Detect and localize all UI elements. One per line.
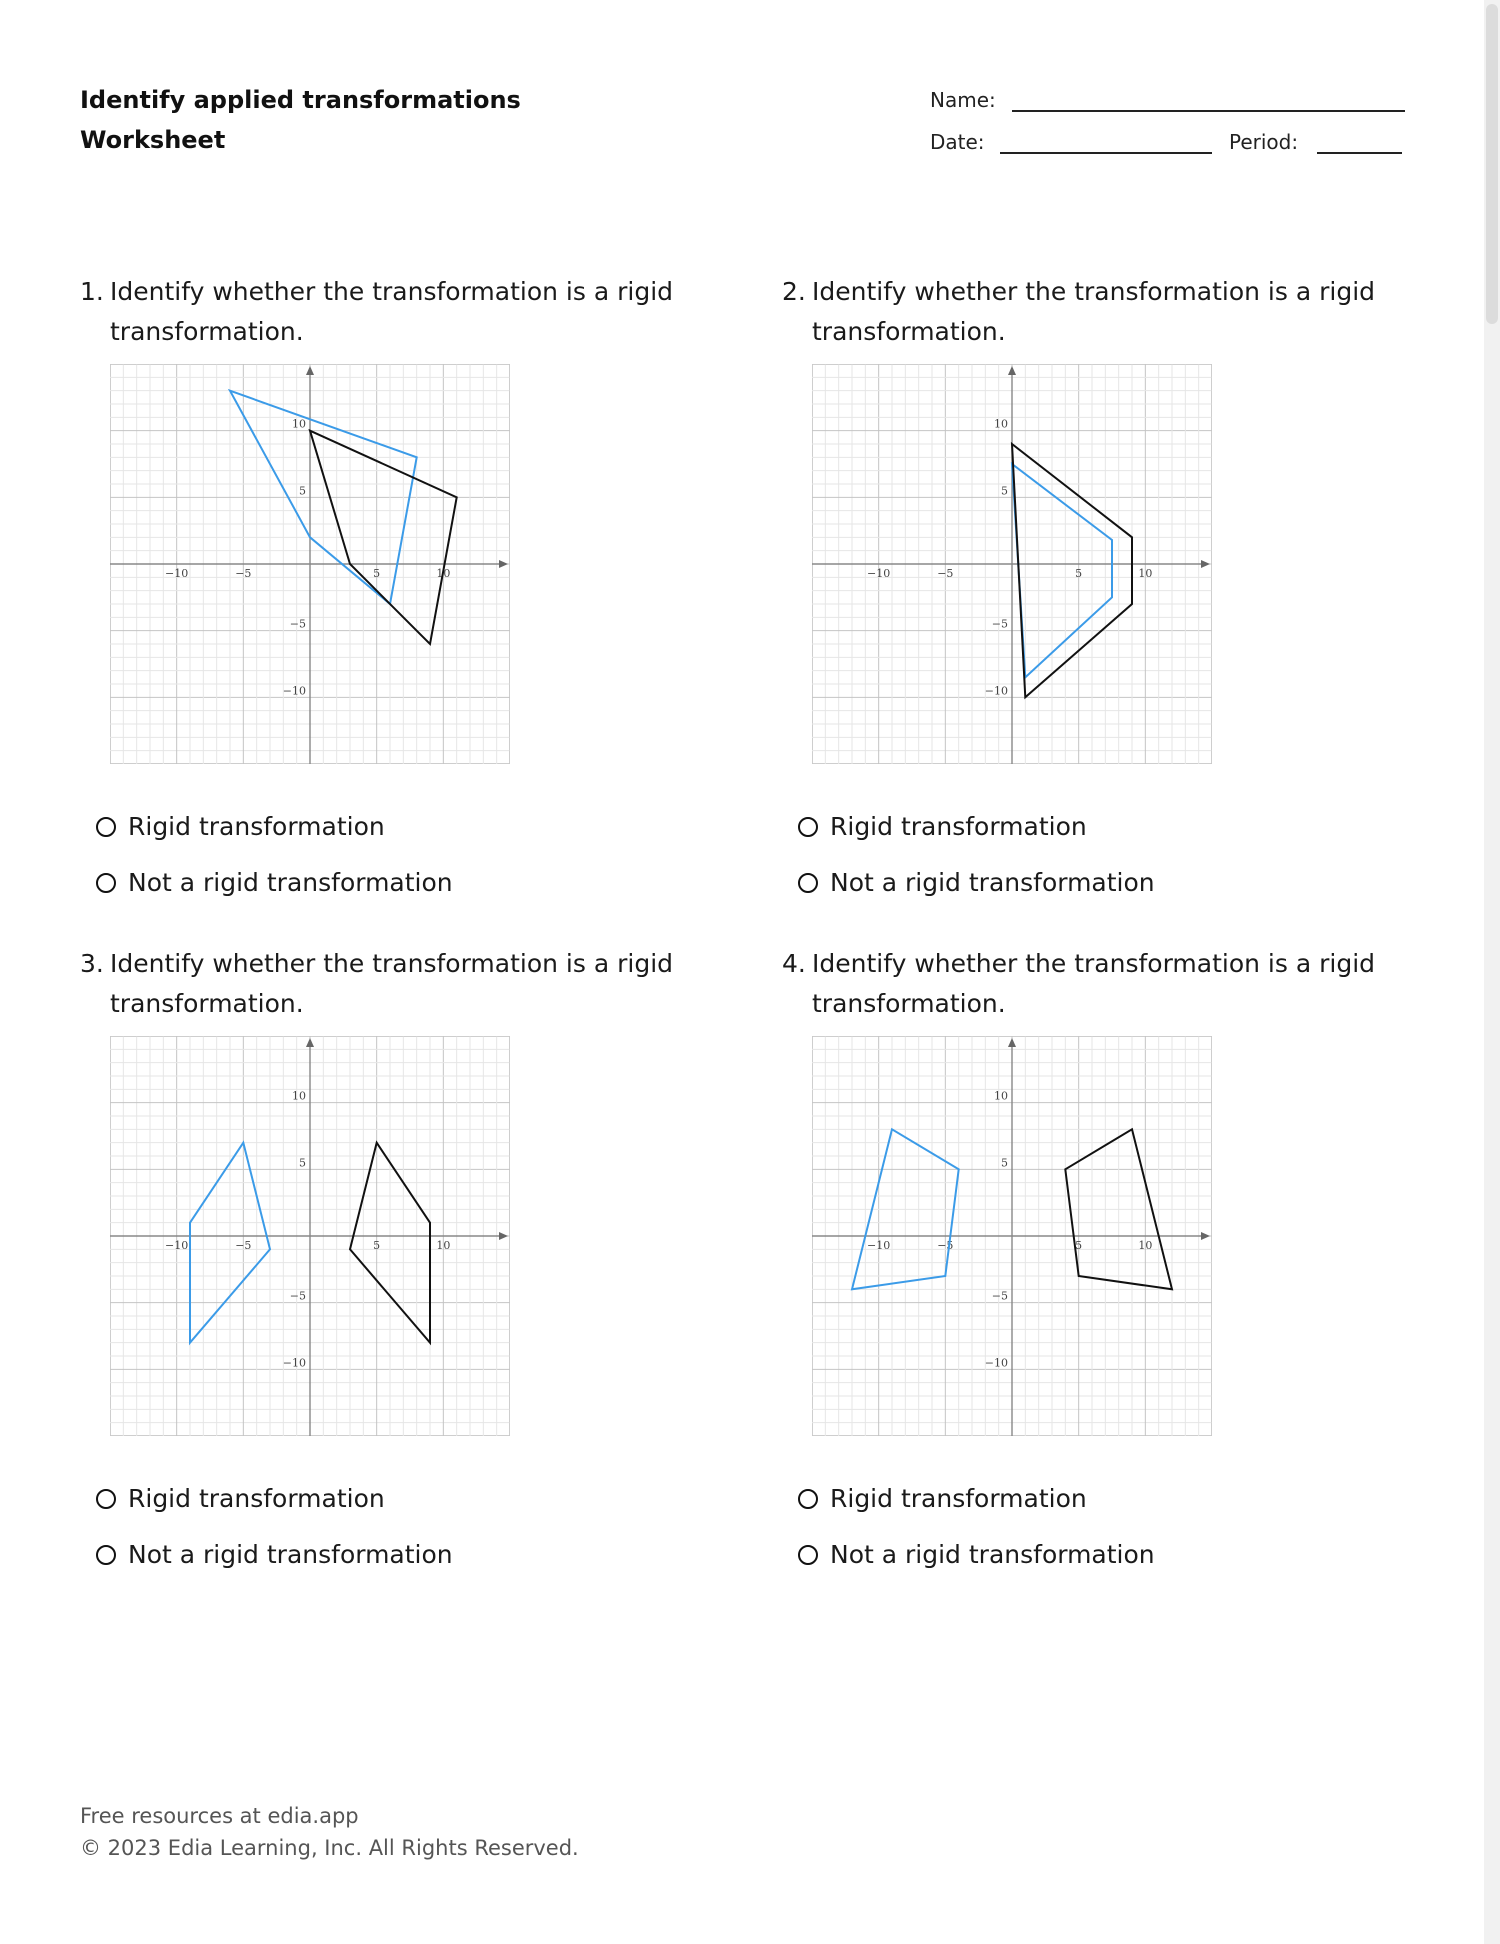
question-line-2: transformation. [812,989,1006,1018]
option-rigid[interactable] [96,812,385,841]
x-tick-label: 5 [1075,1239,1083,1252]
y-tick-label: 5 [299,484,306,498]
scrollbar-thumb[interactable] [1486,4,1498,324]
y-tick-label: 5 [299,1156,306,1170]
radio-button[interactable] [96,817,116,837]
option-not-rigid[interactable] [96,868,453,897]
x-tick-label: −5 [235,567,252,580]
x-tick-label: 10 [436,567,451,580]
question-line-1: Identify whether the transformation is a rigid [812,949,1376,978]
x-tick-label: 5 [1075,567,1083,580]
worksheet-title [80,80,521,160]
x-tick-label: −10 [867,567,891,580]
coordinate-graph [812,1036,1212,1436]
title-line-2: Worksheet [80,126,226,154]
radio-button[interactable] [96,873,116,893]
radio-button[interactable] [798,1489,818,1509]
radio-button[interactable] [798,817,818,837]
radio-button[interactable] [96,1489,116,1509]
x-tick-label: 10 [436,1239,451,1252]
question-4 [782,944,1402,1569]
y-tick-label: −10 [282,1356,306,1370]
radio-button[interactable] [798,873,818,893]
date-field[interactable] [1000,138,1212,154]
question-text [80,272,700,352]
x-tick-label: −5 [937,1239,954,1252]
x-tick-label: −10 [867,1239,891,1252]
coordinate-graph [110,1036,510,1436]
x-tick-label: −10 [165,1239,189,1252]
name-field[interactable] [1012,96,1405,112]
option-not-rigid[interactable] [798,868,1155,897]
question-3 [80,944,700,1569]
y-tick-label: −5 [991,1289,1008,1303]
option-label: Not a rigid transformation [128,1540,453,1569]
period-label: Period: [1229,130,1299,154]
x-tick-label: 10 [1138,1239,1153,1252]
option-label: Not a rigid transformation [830,868,1155,897]
option-not-rigid[interactable] [798,1540,1155,1569]
question-number: 1. [80,277,104,306]
question-line-1: Identify whether the transformation is a rigid [110,277,674,306]
period-field[interactable] [1317,138,1402,154]
y-tick-label: −5 [289,617,306,631]
option-rigid[interactable] [798,812,1087,841]
y-tick-label: −5 [991,617,1008,631]
coordinate-graph [812,364,1212,764]
scrollbar[interactable] [1484,0,1500,1944]
question-2 [782,272,1402,897]
question-line-2: transformation. [110,989,304,1018]
option-label: Not a rigid transformation [128,868,453,897]
option-rigid[interactable] [96,1484,385,1513]
question-line-1: Identify whether the transformation is a rigid [110,949,674,978]
y-tick-label: −10 [984,684,1008,698]
option-rigid[interactable] [798,1484,1087,1513]
y-tick-label: 10 [994,417,1008,431]
question-number: 4. [782,949,806,978]
radio-button[interactable] [96,1545,116,1565]
y-tick-label: −5 [289,1289,306,1303]
option-label: Rigid transformation [128,1484,385,1513]
footer-resources: Free resources at edia.app [80,1804,359,1828]
y-tick-label: −10 [282,684,306,698]
question-1 [80,272,700,897]
y-tick-label: 10 [292,1089,306,1103]
x-tick-label: −10 [165,567,189,580]
question-line-1: Identify whether the transformation is a rigid [812,277,1376,306]
x-tick-label: −5 [235,1239,252,1252]
question-line-2: transformation. [110,317,304,346]
question-number: 2. [782,277,806,306]
y-tick-label: 5 [1001,484,1008,498]
question-text [782,944,1402,1024]
question-number: 3. [80,949,104,978]
footer-copyright: © 2023 Edia Learning, Inc. All Rights Reserved. [80,1836,579,1860]
option-label: Rigid transformation [830,1484,1087,1513]
x-tick-label: 5 [373,567,381,580]
option-label: Rigid transformation [830,812,1087,841]
x-tick-label: −5 [937,567,954,580]
coordinate-graph [110,364,510,764]
radio-button[interactable] [798,1545,818,1565]
option-label: Not a rigid transformation [830,1540,1155,1569]
question-line-2: transformation. [812,317,1006,346]
x-tick-label: 10 [1138,567,1153,580]
name-label: Name: [930,88,996,112]
y-tick-label: 5 [1001,1156,1008,1170]
date-label: Date: [930,130,985,154]
y-tick-label: 10 [292,417,306,431]
option-label: Rigid transformation [128,812,385,841]
y-tick-label: 10 [994,1089,1008,1103]
footer [80,1800,579,1864]
question-text [782,272,1402,352]
x-tick-label: 5 [373,1239,381,1252]
title-line-1: Identify applied transformations [80,86,521,114]
y-tick-label: −10 [984,1356,1008,1370]
option-not-rigid[interactable] [96,1540,453,1569]
question-text [80,944,700,1024]
